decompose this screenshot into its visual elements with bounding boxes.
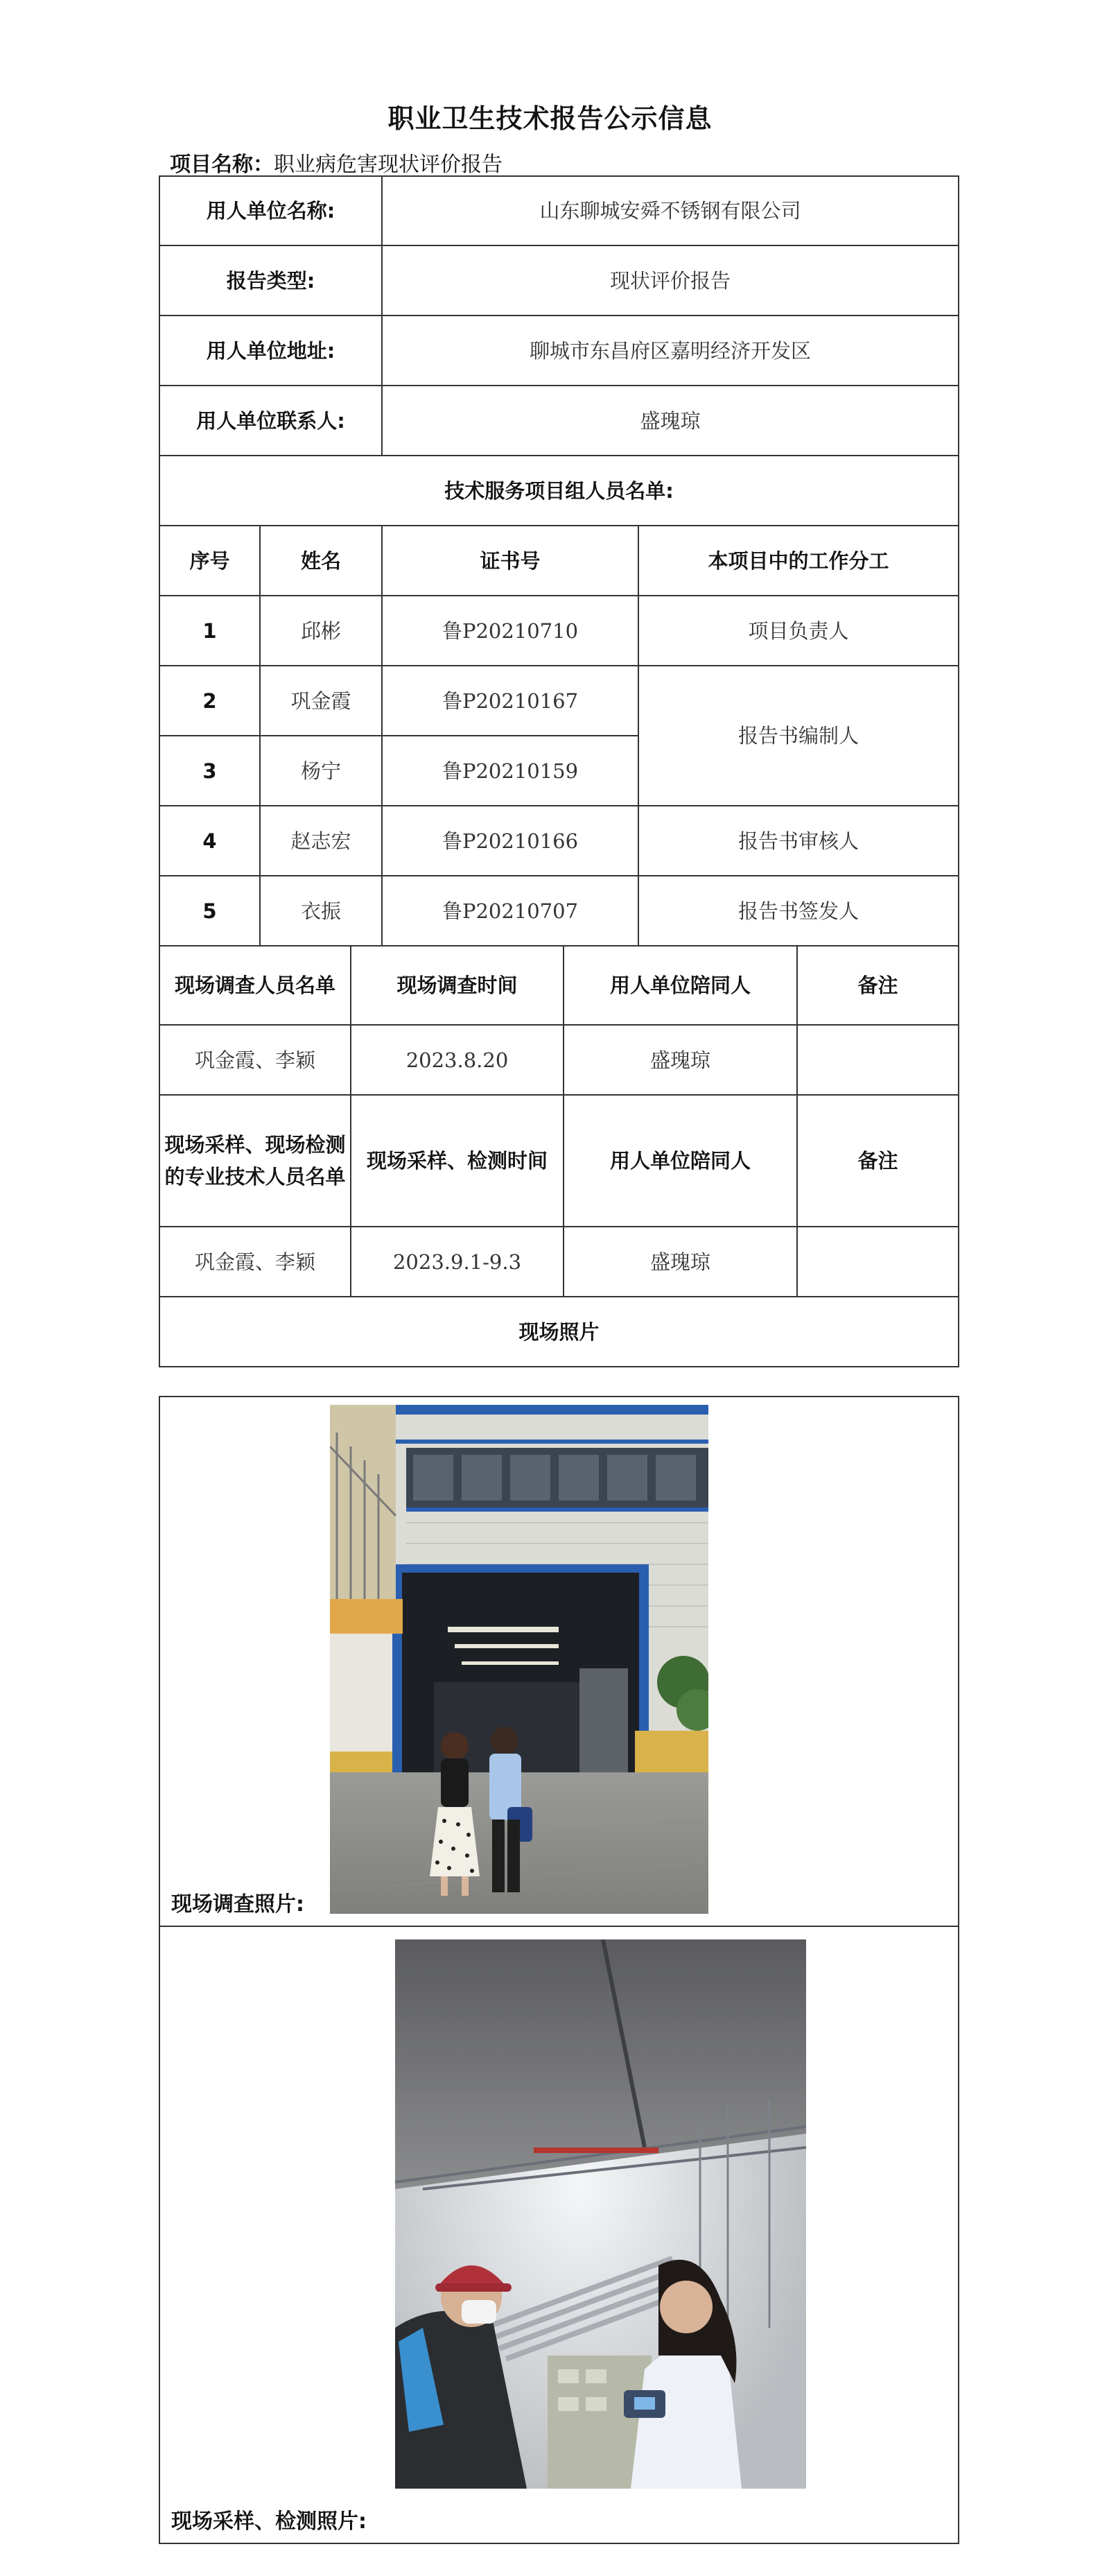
sampling-escort: 盛瑰琼: [564, 1227, 797, 1297]
team-role: 项目负责人: [638, 596, 959, 666]
table-row: [159, 666, 959, 736]
team-role: 报告书审核人: [638, 806, 959, 876]
sampling-date: 2023.9.1-9.3: [351, 1227, 564, 1297]
project-name-value: 职业病危害现状评价报告: [274, 153, 503, 177]
field-row-report-type: [159, 245, 959, 315]
team-no: 3: [159, 736, 260, 806]
survey-note: [797, 1025, 959, 1095]
company-contact-value: 盛瑰琼: [382, 386, 959, 456]
table-row: [159, 806, 959, 876]
team-name: 赵志宏: [260, 806, 382, 876]
project-name: [170, 147, 503, 178]
survey-staff: 巩金霞、李颖: [159, 1025, 351, 1095]
team-header-name: 姓名: [260, 526, 382, 596]
info-table: [159, 175, 959, 1367]
team-header-row: [159, 526, 959, 596]
team-cert: 鲁P20210707: [382, 876, 638, 946]
team-name: 杨宁: [260, 736, 382, 806]
photo-row-survey: [159, 1397, 959, 1926]
team-role: 报告书编制人: [638, 666, 959, 806]
survey-header-row: [159, 946, 959, 1025]
photo-cell-survey: [159, 1397, 959, 1926]
sampling-photo-caption: 现场采样、检测照片:: [171, 2509, 367, 2534]
sampling-staff: 巩金霞、李颖: [159, 1227, 351, 1297]
report-type-label: 报告类型:: [159, 245, 382, 315]
photo-row-sampling: [159, 1926, 959, 2543]
project-name-label: 项目名称：: [170, 153, 274, 177]
sampling-header-staff: 现场采样、现场检测的专业技术人员名单: [159, 1095, 351, 1227]
photo-cell-sampling: [159, 1926, 959, 2543]
sampling-header-date: 现场采样、检测时间: [351, 1095, 564, 1227]
team-cert: 鲁P20210710: [382, 596, 638, 666]
sampling-header-escort: 用人单位陪同人: [564, 1095, 797, 1227]
field-row-contact: [159, 386, 959, 456]
survey-date: 2023.8.20: [351, 1025, 564, 1095]
team-name: 衣振: [260, 876, 382, 946]
sampling-note: [797, 1227, 959, 1297]
team-cert: 鲁P20210167: [382, 666, 638, 736]
table-row: [159, 596, 959, 666]
team-no: 5: [159, 876, 260, 946]
team-header-no: 序号: [159, 526, 260, 596]
team-cert: 鲁P20210159: [382, 736, 638, 806]
page-title: 职业卫生技术报告公示信息: [387, 103, 713, 134]
survey-header-date: 现场调查时间: [351, 946, 564, 1025]
report-type-value: 现状评价报告: [382, 245, 959, 315]
team-name: 巩金霞: [260, 666, 382, 736]
team-heading: 技术服务项目组人员名单:: [159, 456, 959, 526]
sampling-row: [159, 1227, 959, 1297]
table-row: [159, 876, 959, 946]
sampling-photo: [395, 1939, 806, 2489]
sampling-header-note: 备注: [797, 1095, 959, 1227]
team-no: 4: [159, 806, 260, 876]
survey-photo-caption: 现场调查照片:: [171, 1892, 304, 1917]
photos-table: [159, 1396, 959, 2544]
field-row-address: [159, 315, 959, 386]
survey-escort: 盛瑰琼: [564, 1025, 797, 1095]
company-contact-label: 用人单位联系人:: [159, 386, 382, 456]
photos-heading: 现场照片: [159, 1297, 959, 1367]
company-address-label: 用人单位地址:: [159, 315, 382, 386]
field-row-company: [159, 176, 959, 245]
survey-header-staff: 现场调查人员名单: [159, 946, 351, 1025]
team-header-role: 本项目中的工作分工: [638, 526, 959, 596]
team-no: 1: [159, 596, 260, 666]
team-no: 2: [159, 666, 260, 736]
team-name: 邱彬: [260, 596, 382, 666]
team-header-cert: 证书号: [382, 526, 638, 596]
survey-photo: [330, 1405, 708, 1914]
sampling-header-row: [159, 1095, 959, 1227]
team-cert: 鲁P20210166: [382, 806, 638, 876]
photos-heading-row: [159, 1297, 959, 1367]
survey-header-escort: 用人单位陪同人: [564, 946, 797, 1025]
team-role: 报告书签发人: [638, 876, 959, 946]
company-name-value: 山东聊城安舜不锈钢有限公司: [382, 176, 959, 245]
team-heading-row: [159, 456, 959, 526]
survey-header-note: 备注: [797, 946, 959, 1025]
survey-row: [159, 1025, 959, 1095]
company-name-label: 用人单位名称:: [159, 176, 382, 245]
company-address-value: 聊城市东昌府区嘉明经济开发区: [382, 315, 959, 386]
